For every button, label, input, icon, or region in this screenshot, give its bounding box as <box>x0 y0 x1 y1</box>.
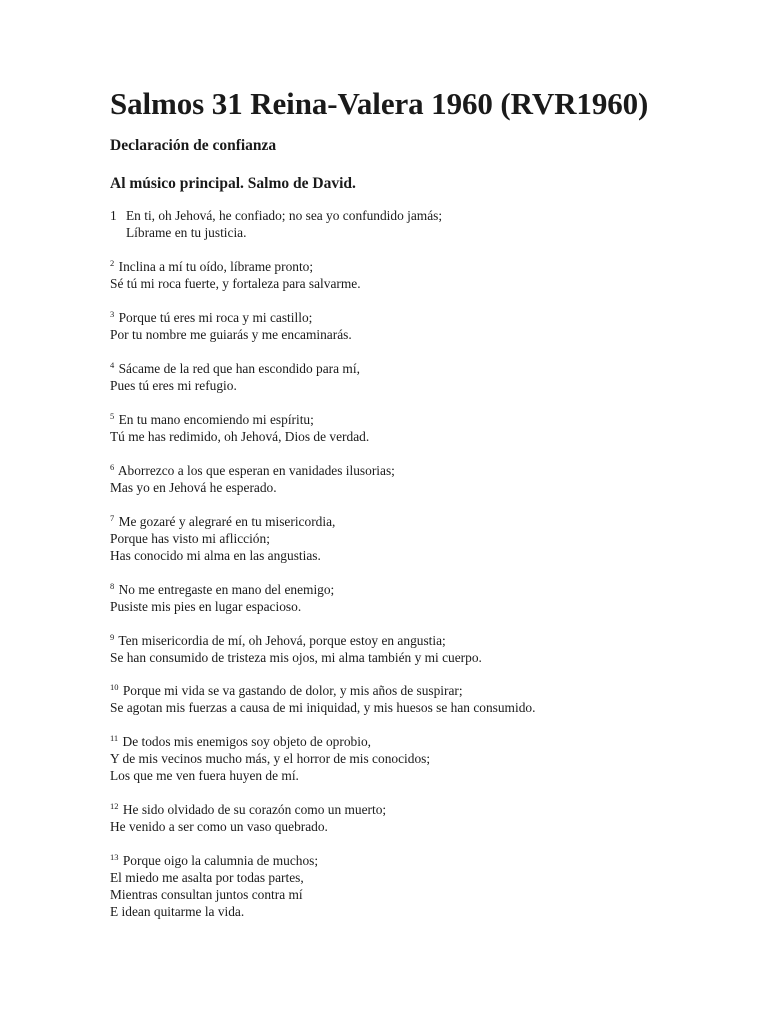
verse-13 <box>110 852 318 920</box>
verse-number: 3 <box>110 309 115 319</box>
verse-text: Porque mi vida se va gastando de dolor, y mis años de suspirar; <box>122 683 463 698</box>
verse-text: Sácame de la red que han escondido para mí, <box>118 361 360 376</box>
verse-10 <box>110 682 535 716</box>
verse-text: Me gozaré y alegraré en tu misericordia, <box>118 514 336 529</box>
verse-6 <box>110 462 395 496</box>
verse-line: Pues tú eres mi refugio. <box>110 378 237 393</box>
verse-line: Líbrame en tu justicia. <box>126 225 247 240</box>
verse-5 <box>110 411 369 445</box>
verse-number: 6 <box>110 462 115 472</box>
psalm-subtitle: Al músico principal. Salmo de David. <box>110 175 356 192</box>
verse-line <box>110 258 361 275</box>
verse-line: Se agotan mis fuerzas a causa de mi iniquidad, y mis huesos se han consumido. <box>110 700 536 715</box>
verse-line <box>110 411 369 428</box>
verse-line <box>110 309 352 326</box>
verse-line: E idean quitarme la vida. <box>110 904 245 919</box>
verse-text: Ten misericordia de mí, oh Jehová, porque estoy en angustia; <box>118 633 446 648</box>
verse-line <box>110 632 482 649</box>
verse-line: Los que me ven fuera huyen de mí. <box>110 768 299 783</box>
verse-12 <box>110 801 386 835</box>
verse-line <box>110 462 395 479</box>
verse-number: 8 <box>110 581 115 591</box>
verse-text: De todos mis enemigos soy objeto de oprobio, <box>122 734 371 749</box>
verse-number: 2 <box>110 258 115 268</box>
verse-line <box>110 682 535 699</box>
verse-text: Inclina a mí tu oído, líbrame pronto; <box>118 259 314 274</box>
verse-number: 12 <box>110 801 119 811</box>
verse-9 <box>110 632 482 666</box>
verse-number: 10 <box>110 682 119 692</box>
verse-line: Se han consumido de tristeza mis ojos, mi alma también y mi cuerpo. <box>110 650 482 665</box>
verse-line: Sé tú mi roca fuerte, y fortaleza para salvarme. <box>110 276 361 291</box>
verse-line <box>110 207 442 224</box>
verse-line: Mas yo en Jehová he esperado. <box>110 480 277 495</box>
verse-line: Has conocido mi alma en las angustias. <box>110 548 321 563</box>
verse-line: Por tu nombre me guiarás y me encaminarás. <box>110 327 352 342</box>
verse-line <box>110 801 386 818</box>
verse-line: Pusiste mis pies en lugar espacioso. <box>110 599 302 614</box>
verse-number: 13 <box>110 852 119 862</box>
document-title: Salmos 31 Reina-Valera 1960 (RVR1960) <box>110 86 649 121</box>
verse-text: No me entregaste en mano del enemigo; <box>118 582 335 597</box>
verse-1 <box>110 207 442 241</box>
verse-number: 7 <box>110 513 115 523</box>
verse-text: En tu mano encomiendo mi espíritu; <box>118 412 314 427</box>
verse-line: Porque has visto mi aflicción; <box>110 531 270 546</box>
verse-line <box>110 733 430 750</box>
verse-line <box>110 581 334 598</box>
verse-line <box>110 852 318 869</box>
verse-text: Porque tú eres mi roca y mi castillo; <box>118 310 313 325</box>
verse-2 <box>110 258 361 292</box>
verse-number: 9 <box>110 632 115 642</box>
verse-text: Aborrezco a los que esperan en vanidades ilusorias; <box>117 463 395 478</box>
verse-text: En ti, oh Jehová, he confiado; no sea yo confundido jamás; <box>126 208 443 223</box>
verse-11 <box>110 733 430 784</box>
verse-line: Mientras consultan juntos contra mí <box>110 887 303 902</box>
verse-3 <box>110 309 352 343</box>
verse-line: El miedo me asalta por todas partes, <box>110 870 304 885</box>
verse-line: Y de mis vecinos mucho más, y el horror de mis conocidos; <box>110 751 431 766</box>
verse-number: 4 <box>110 360 115 370</box>
verse-number: 5 <box>110 411 115 421</box>
verse-line <box>110 513 335 530</box>
verse-line <box>110 360 360 377</box>
verse-line: Tú me has redimido, oh Jehová, Dios de verdad. <box>110 429 370 444</box>
verse-7 <box>110 513 335 564</box>
section-heading: Declaración de confianza <box>110 137 277 154</box>
verse-8 <box>110 581 334 615</box>
verse-number: 11 <box>110 733 119 743</box>
verse-line: He venido a ser como un vaso quebrado. <box>110 819 328 834</box>
verse-4 <box>110 360 360 394</box>
verse-number: 1 <box>110 208 117 223</box>
verse-text: Porque oigo la calumnia de muchos; <box>122 853 319 868</box>
verse-text: He sido olvidado de su corazón como un muerto; <box>122 802 387 817</box>
